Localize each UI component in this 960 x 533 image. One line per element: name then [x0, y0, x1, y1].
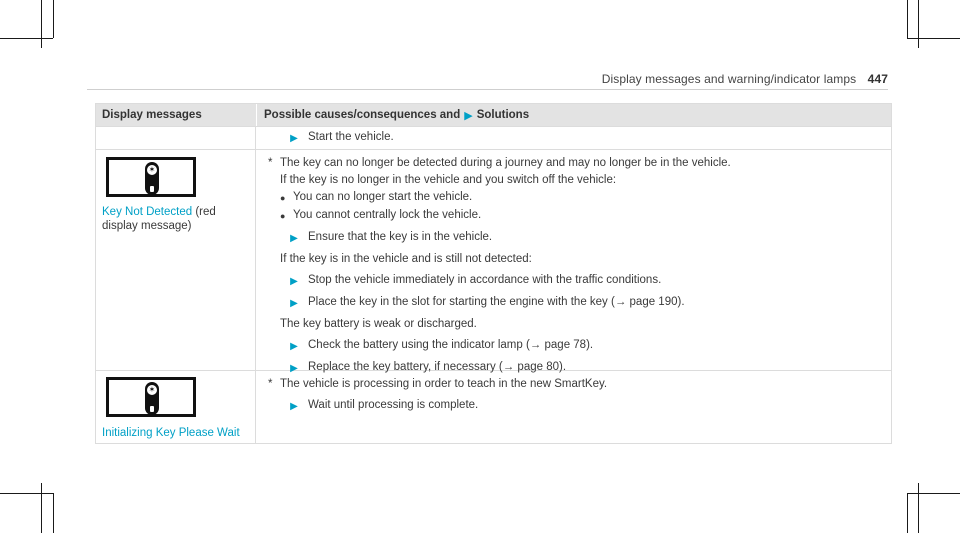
action-step: ▶ Wait until processing is complete. — [280, 398, 879, 414]
action-step: ▶ Place the key in the slot for starting the engine with the key (→ page 190). — [280, 295, 879, 311]
action-step: ▶ Check the battery using the indicator lamp (→ page 78). — [280, 338, 879, 354]
action-arrow-icon: ▶ — [290, 401, 298, 412]
key-fob-icon: ✶ — [145, 382, 159, 415]
action-step: ▶ Ensure that the key is in the vehicle. — [280, 230, 879, 246]
action-arrow-icon: ▶ — [290, 363, 298, 374]
display-message-label: Initializing Key Please Wait — [102, 427, 240, 439]
cause-text: If the key is no longer in the vehicle and you switch off the vehicle: — [280, 174, 617, 186]
table-header — [96, 104, 891, 126]
action-arrow-icon: ▶ — [290, 341, 298, 352]
crop-mark — [907, 493, 960, 494]
crop-mark — [907, 493, 908, 533]
col-header-display-messages: Display messages — [102, 109, 202, 121]
table-row — [96, 126, 891, 149]
crop-mark — [53, 0, 54, 38]
col-header-causes-solutions: Possible causes/consequences and ▶ Solutions — [256, 104, 891, 126]
key-fob-icon: ✶ — [145, 162, 159, 195]
action-arrow-icon: ▶ — [290, 233, 298, 244]
header-title: Display messages and warning/indicator lamps — [601, 72, 857, 86]
display-message-label: Key Not Detected (red display message) — [102, 206, 216, 232]
list-item: ● You can no longer start the vehicle. — [280, 191, 473, 203]
arrow-icon: ▶ — [464, 109, 473, 122]
crop-mark — [918, 0, 919, 48]
key-fob-display-icon — [106, 157, 196, 197]
crop-mark — [41, 0, 42, 48]
cause-text: * The vehicle is processing in order to teach in the new SmartKey. — [268, 378, 608, 390]
list-item: ● You cannot centrally lock the vehicle. — [280, 209, 482, 221]
crop-mark — [41, 483, 42, 533]
action-arrow-icon: ▶ — [290, 276, 298, 287]
page-number: 447 — [867, 72, 888, 86]
action-arrow-icon: ▶ — [290, 298, 298, 309]
table-row — [96, 370, 891, 443]
cause-text: The key battery is weak or discharged. — [280, 318, 477, 330]
crop-mark — [53, 493, 54, 533]
page-header — [602, 72, 888, 86]
table-row — [96, 149, 891, 374]
cause-text: * The key can no longer be detected during a journey and may no longer be in the vehicle. — [268, 157, 731, 169]
crop-mark — [918, 483, 919, 533]
cause-text: If the key is in the vehicle and is still not detected: — [280, 253, 532, 265]
key-fob-display-icon — [106, 377, 196, 417]
display-messages-table — [95, 103, 892, 444]
header-divider — [87, 89, 888, 90]
action-step: ▶ Replace the key battery, if necessary (→ page 80). — [280, 360, 879, 376]
crop-mark — [907, 0, 908, 38]
crop-mark — [0, 38, 53, 39]
action-arrow-icon: ▶ — [290, 133, 298, 144]
action-step: ▶ Stop the vehicle immediately in accordance with the traffic conditions. — [280, 273, 879, 289]
action-step: ▶ Start the vehicle. — [280, 130, 879, 146]
crop-mark — [907, 38, 960, 39]
crop-mark — [0, 493, 53, 494]
